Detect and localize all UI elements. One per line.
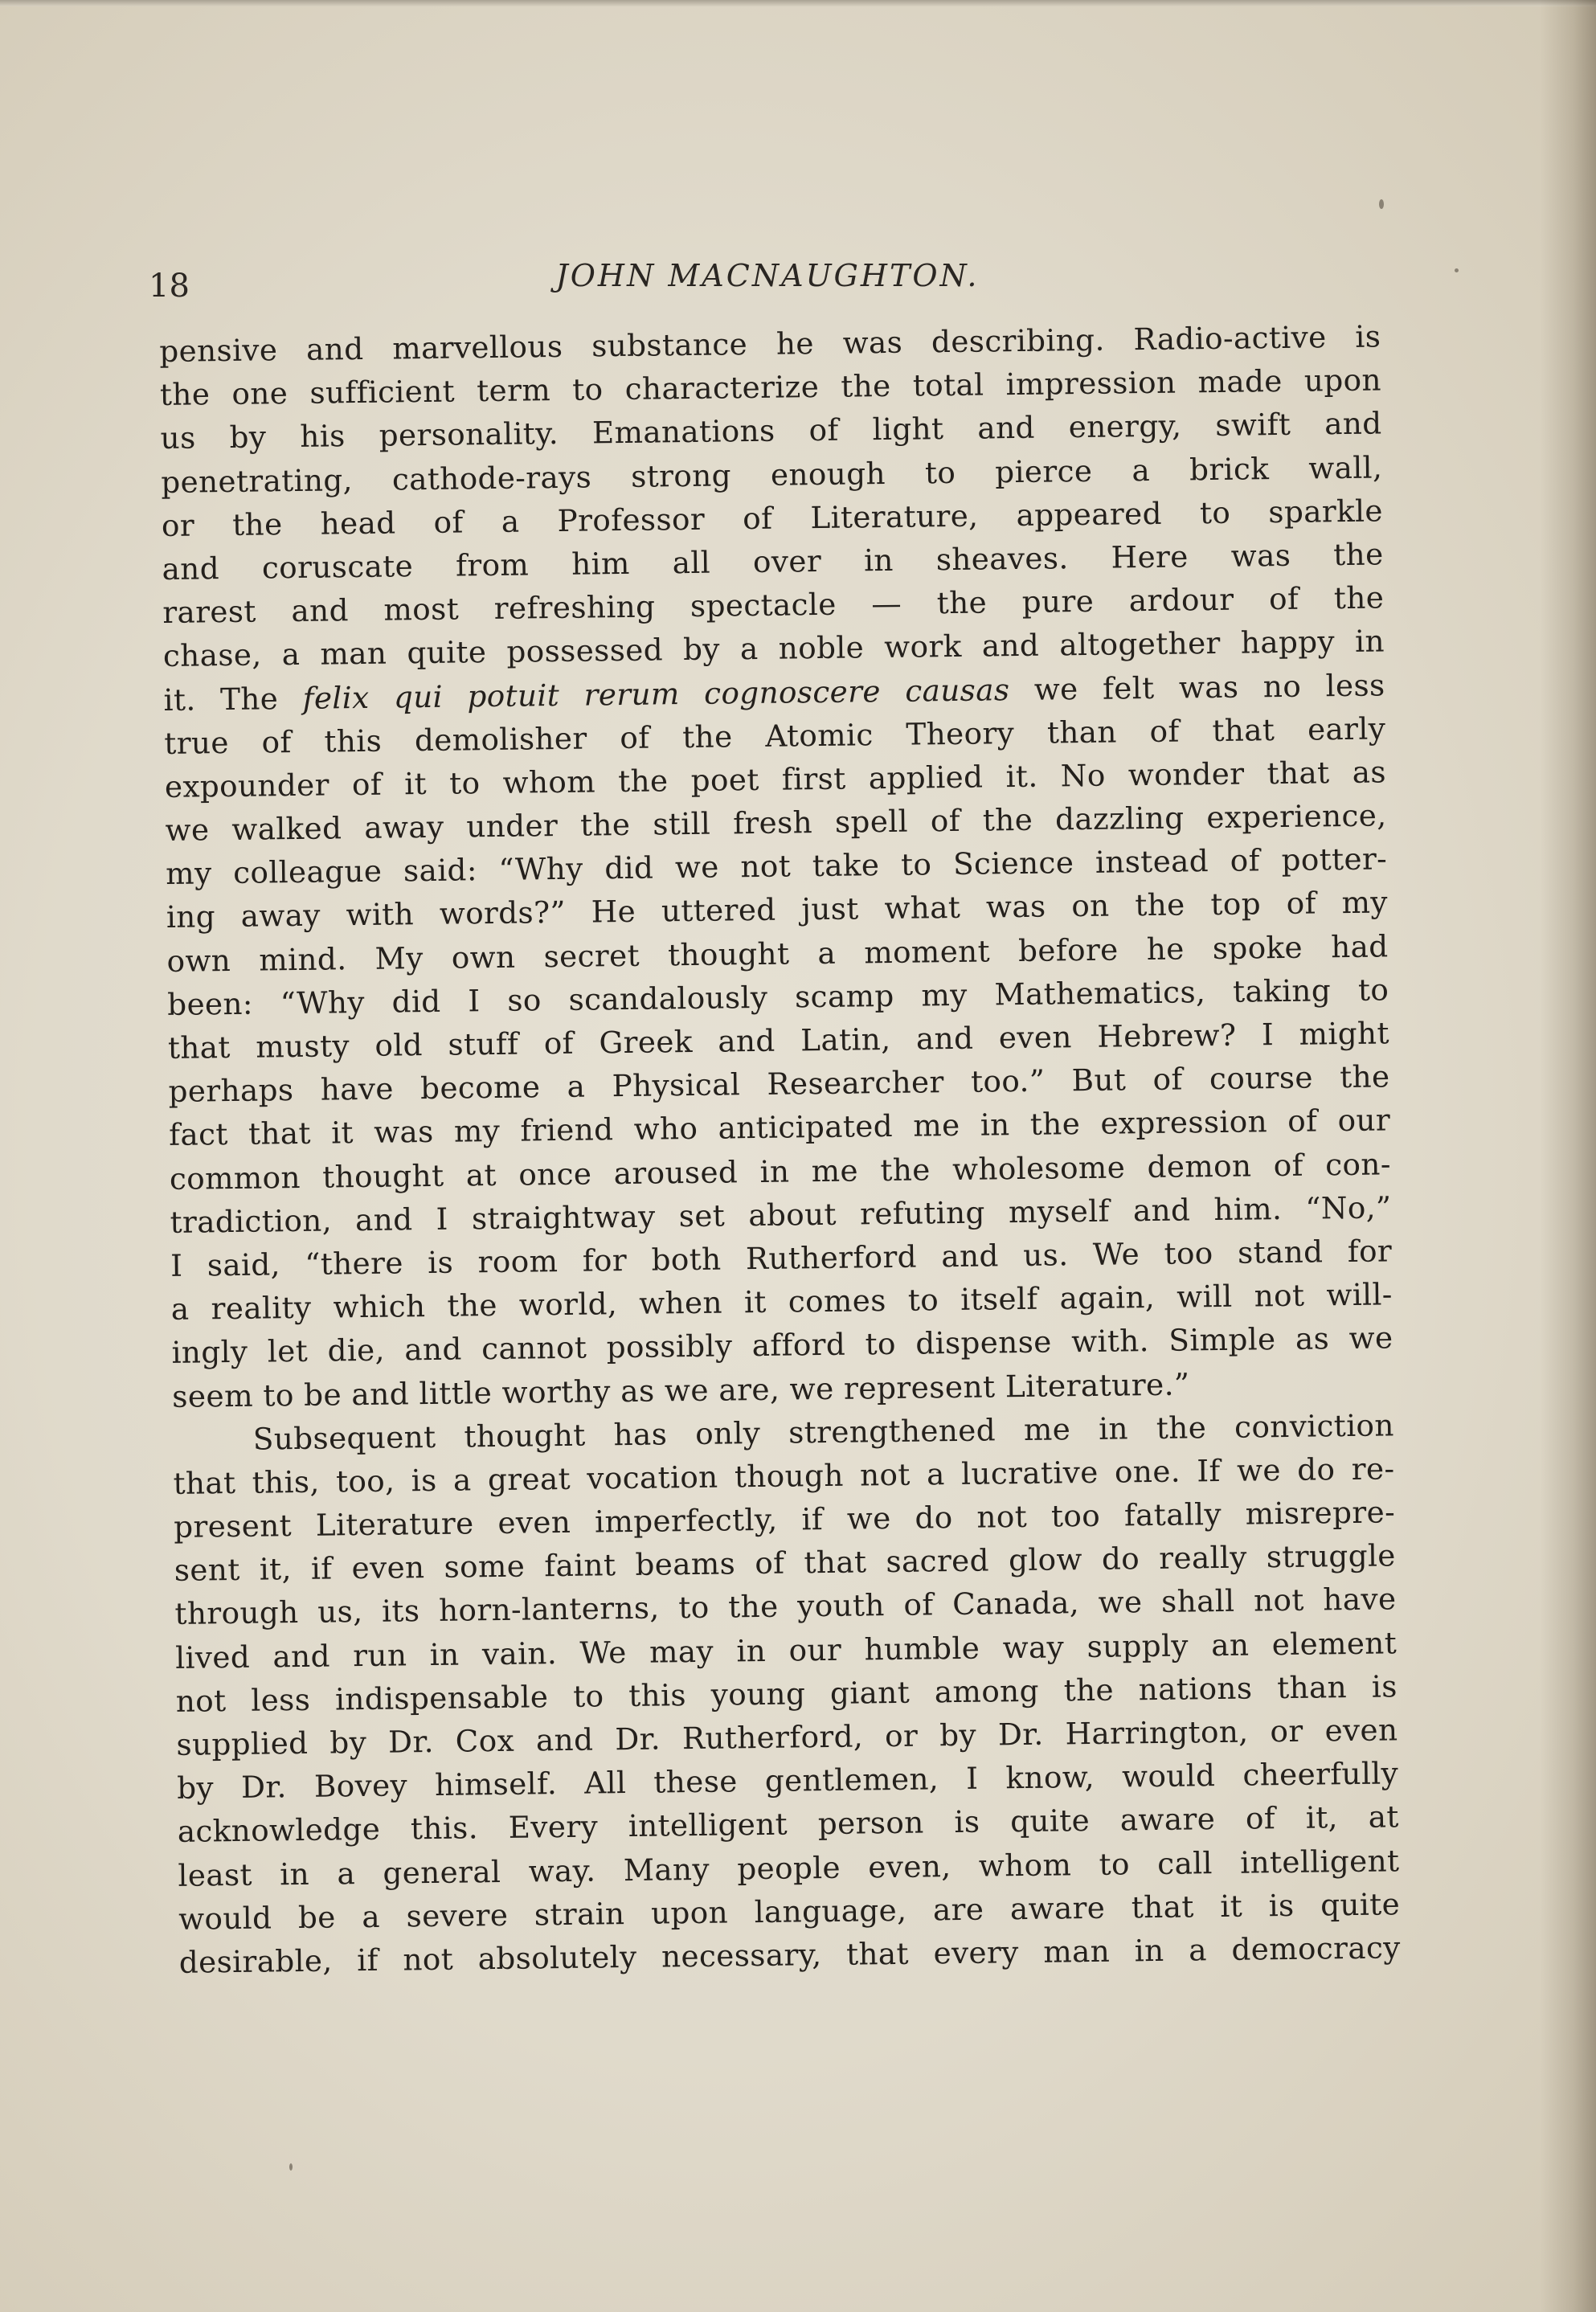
text-line: perhaps have become a Physical Researcher too.” But of course the xyxy=(168,1058,1390,1110)
text-line: ing away with words?” He uttered just what was on the top of my xyxy=(166,884,1389,935)
page-number: 18 xyxy=(149,268,190,305)
text-line: lived and run in vain. We may in our humble way supply an element xyxy=(174,1624,1398,1676)
text-line: by Dr. Bovey himself. All these gentlemen, I know, would cheerfully xyxy=(176,1755,1399,1807)
text-line: and coruscate from him all over in sheaves. Here was the xyxy=(162,536,1384,587)
text-line: the one sufficient term to characterize the total impression made upon xyxy=(159,362,1382,413)
text-line: we walked away under the still fresh spell of the dazzling experience, xyxy=(165,797,1387,849)
text-line: us by his personality. Emanations of light and energy, swift and xyxy=(160,405,1382,456)
text-line: ingly let die, and cannot possibly afford to dispense with. Simple as we xyxy=(171,1320,1393,1371)
text-line: rarest and most refreshing spectacle — the pure ardour of the xyxy=(162,579,1385,631)
latin-quotation: felix qui potuit rerum cognoscere causas xyxy=(302,671,1010,716)
text-line: through us, its horn-lanterns, to the youth of Canada, we shall not have xyxy=(174,1581,1397,1632)
text-line: been: “Why did I so scandalously scamp my Mathematics, taking to xyxy=(166,972,1389,1022)
text-line: least in a general way. Many people even, whom to call intelligent xyxy=(178,1842,1400,1893)
text-line: tradiction, and I straightway set about refuting myself and him. “No,” xyxy=(170,1189,1392,1240)
paper-speck xyxy=(1455,268,1459,272)
text-line: common thought at once aroused in me the wholesome demon of con- xyxy=(169,1145,1392,1197)
running-title: JOHN MACNAUGHTON. xyxy=(555,258,980,293)
text-line: acknowledge this. Every intelligent person is quite aware of it, at xyxy=(177,1798,1399,1850)
text-line: I said, “there is room for both Rutherford and us. We too stand for xyxy=(170,1233,1393,1283)
text-line: true of this demolisher of the Atomic Theory than of that early xyxy=(164,710,1386,761)
text-line: present Literature even imperfectly, if we do not too fatally misrepre- xyxy=(173,1494,1396,1545)
text-line: would be a severe strain upon language, are aware that it is quite xyxy=(178,1886,1401,1937)
text-line: that this, too, is a great vocation though not a lucrative one. If we do re- xyxy=(173,1451,1395,1501)
text-line: or the head of a Professor of Literature, appeared to sparkle xyxy=(161,493,1384,543)
text-line: pensive and marvellous substance he was describing. Radio-active is xyxy=(159,318,1381,369)
text-line: my colleague said: “Why did we not take to Science instead of potter- xyxy=(166,841,1388,892)
text-line: chase, a man quite possessed by a noble work and altogether happy in xyxy=(162,623,1385,674)
body-text xyxy=(159,314,1401,1984)
page-top-edge xyxy=(0,0,1596,6)
running-head xyxy=(149,253,1386,317)
paper-speck xyxy=(1379,199,1384,209)
text-line: sent it, if even some faint beams of that sacred glow do really struggle xyxy=(174,1537,1397,1589)
text-line: supplied by Dr. Cox and Dr. Rutherford, or by Dr. Harrington, or even xyxy=(176,1712,1398,1762)
text-line: own mind. My own secret thought a moment before he spoke had xyxy=(166,927,1389,979)
spine-shadow xyxy=(1540,0,1596,2312)
text-line: desirable, if not absolutely necessary, that every man in a democracy xyxy=(178,1929,1401,1980)
text-line: penetrating, cathode-rays strong enough to pierce a brick wall, xyxy=(161,448,1383,500)
text-line: a reality which the world, when it comes to itself again, will not will- xyxy=(170,1276,1393,1328)
paragraph-end-line: seem to be and little worthy as we are, we represent Literature.” xyxy=(171,1365,1190,1414)
text-line: expounder of it to whom the poet first applied it. No wonder that as xyxy=(164,754,1387,804)
text-line: fact that it was my friend who anticipated me in the expression of our xyxy=(168,1102,1391,1153)
line-text-before-quote: it. The xyxy=(163,680,303,718)
text-line: that musty old stuff of Greek and Latin, and even Hebrew? I might xyxy=(167,1015,1390,1066)
line-text-after-quote: we felt was no less xyxy=(1009,666,1385,707)
text-line: not less indispensable to this young giant among the nations than is xyxy=(175,1668,1398,1719)
paper-speck xyxy=(289,2163,293,2171)
paragraph-start-line: Subsequent thought has only strengthened me in the conviction xyxy=(252,1407,1395,1457)
